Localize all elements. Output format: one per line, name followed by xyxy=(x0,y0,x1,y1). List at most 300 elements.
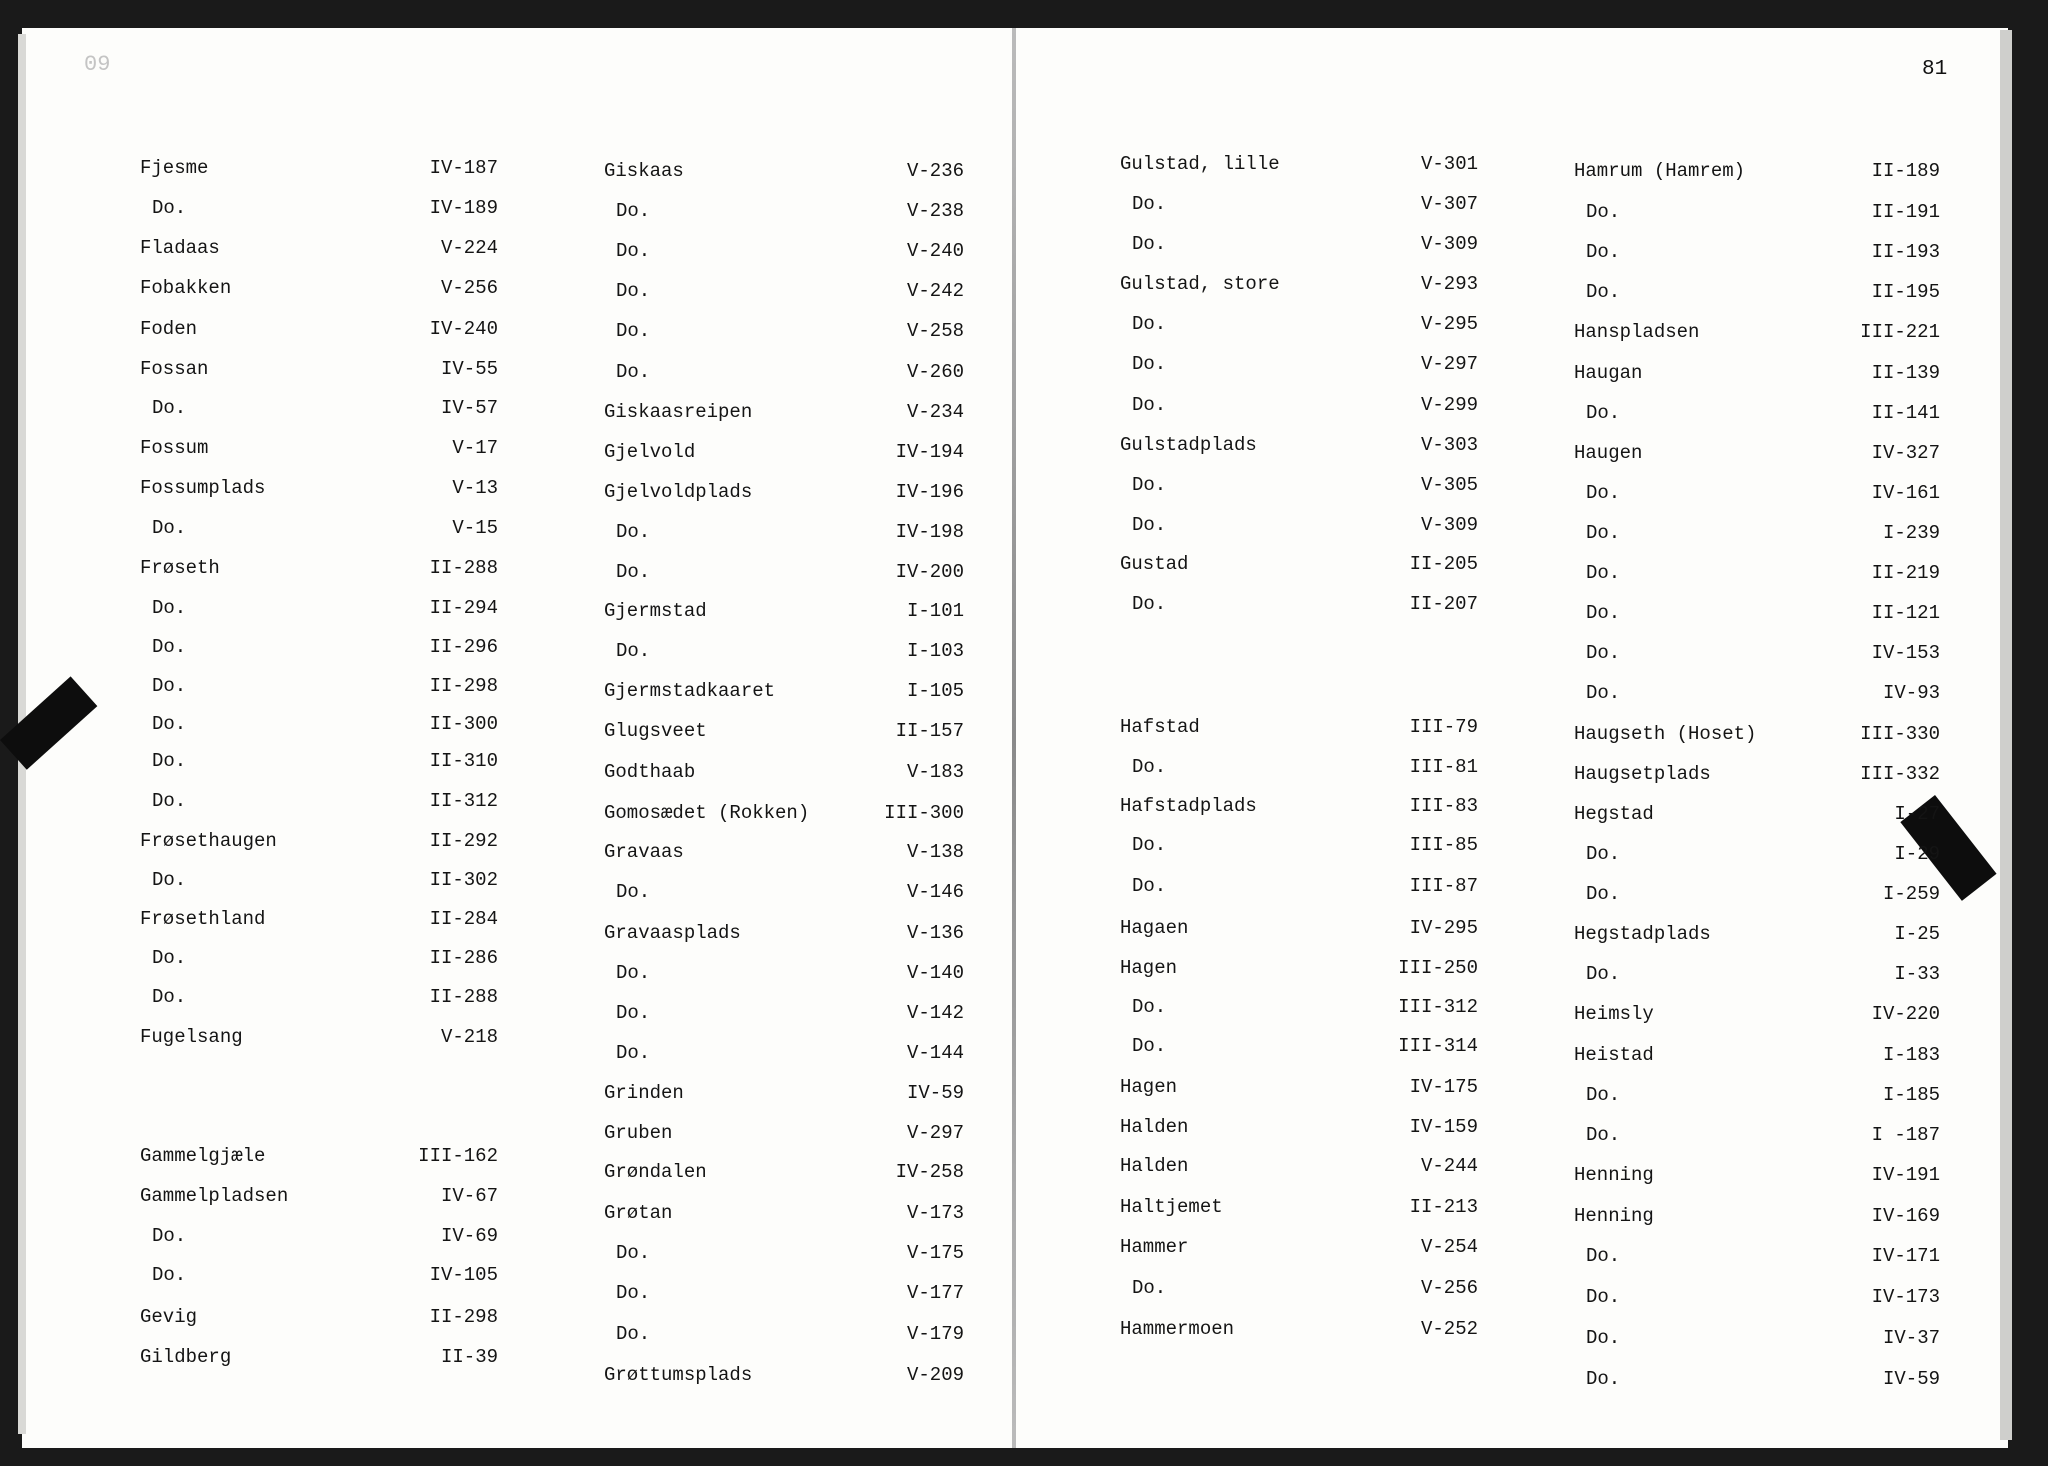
volume-page-ref: II-121 xyxy=(1871,602,1940,624)
farm-name: Gravaas xyxy=(604,841,684,863)
farm-name: Gruben xyxy=(604,1122,673,1144)
farm-name: Do. xyxy=(1586,602,1621,624)
index-entry xyxy=(604,1364,964,1388)
farm-name: Hammer xyxy=(1120,1236,1189,1258)
volume-page-ref: IV-153 xyxy=(1871,642,1940,664)
volume-page-ref: IV-57 xyxy=(440,397,498,419)
farm-name: Heistad xyxy=(1574,1044,1654,1066)
index-entry xyxy=(1120,875,1478,899)
volume-page-ref: III-221 xyxy=(1860,321,1940,343)
index-entry xyxy=(1120,1318,1478,1342)
volume-page-ref: V-175 xyxy=(906,1242,964,1264)
volume-page-ref: V-173 xyxy=(906,1202,964,1224)
index-entry xyxy=(1574,682,1940,706)
index-entry xyxy=(140,908,498,932)
volume-page-ref: II-193 xyxy=(1871,241,1940,263)
index-entry xyxy=(1574,1044,1940,1068)
farm-name: Do. xyxy=(1132,1277,1167,1299)
book-gutter xyxy=(1012,28,1016,1448)
index-entry xyxy=(1574,160,1940,184)
index-entry xyxy=(1120,1116,1478,1140)
index-entry xyxy=(1120,996,1478,1020)
volume-page-ref: III-81 xyxy=(1409,756,1478,778)
index-entry xyxy=(1120,593,1478,617)
volume-page-ref: V-138 xyxy=(906,841,964,863)
volume-page-ref: IV-59 xyxy=(906,1082,964,1104)
farm-name: Halden xyxy=(1120,1116,1189,1138)
index-entry xyxy=(604,280,964,304)
index-entry xyxy=(140,830,498,854)
index-entry xyxy=(140,597,498,621)
volume-page-ref: II-219 xyxy=(1871,562,1940,584)
farm-name: Hagaen xyxy=(1120,917,1189,939)
farm-name: Do. xyxy=(1132,233,1167,255)
volume-page-ref: III-79 xyxy=(1409,716,1478,738)
volume-page-ref: III-300 xyxy=(884,802,964,824)
index-entry xyxy=(140,358,498,382)
volume-page-ref: V-256 xyxy=(1420,1277,1478,1299)
farm-name: Halden xyxy=(1120,1155,1189,1177)
farm-name: Do. xyxy=(1586,883,1621,905)
volume-page-ref: II-286 xyxy=(429,947,498,969)
index-entry xyxy=(1574,1084,1940,1108)
farm-name: Hafstadplads xyxy=(1120,795,1257,817)
farm-name: Do. xyxy=(1586,642,1621,664)
farm-name: Do. xyxy=(1132,756,1167,778)
volume-page-ref: IV-187 xyxy=(429,157,498,179)
index-entry xyxy=(1120,474,1478,498)
index-entry xyxy=(604,680,964,704)
volume-page-ref: I-259 xyxy=(1882,883,1940,905)
volume-page-ref: V-142 xyxy=(906,1002,964,1024)
volume-page-ref: I-25 xyxy=(1894,923,1940,945)
index-entry xyxy=(604,802,964,826)
index-entry xyxy=(1120,795,1478,819)
index-entry xyxy=(140,1225,498,1249)
index-entry xyxy=(140,750,498,774)
volume-page-ref: V-13 xyxy=(452,477,498,499)
volume-page-ref: II-205 xyxy=(1409,553,1478,575)
index-entry xyxy=(1574,1003,1940,1027)
right-page-edge xyxy=(2000,30,2012,1440)
farm-name: Do. xyxy=(616,962,651,984)
index-entry xyxy=(1574,602,1940,626)
index-entry xyxy=(604,1042,964,1066)
index-entry xyxy=(140,1346,498,1370)
index-entry xyxy=(604,561,964,585)
index-entry xyxy=(604,761,964,785)
farm-name: Do. xyxy=(152,1225,187,1247)
farm-name: Do. xyxy=(616,640,651,662)
farm-name: Do. xyxy=(616,881,651,903)
farm-name: Gammelpladsen xyxy=(140,1185,289,1207)
volume-page-ref: IV-69 xyxy=(440,1225,498,1247)
index-entry xyxy=(140,318,498,342)
farm-name: Do. xyxy=(152,713,187,735)
index-entry xyxy=(1574,723,1940,747)
index-entry xyxy=(140,277,498,301)
volume-page-ref: V-234 xyxy=(906,401,964,423)
volume-page-ref: II-213 xyxy=(1409,1196,1478,1218)
volume-page-ref: II-288 xyxy=(429,557,498,579)
index-entry xyxy=(604,841,964,865)
volume-page-ref: I-27 xyxy=(1894,803,1940,825)
farm-name: Do. xyxy=(152,1264,187,1286)
index-entry xyxy=(1574,241,1940,265)
volume-page-ref: II-302 xyxy=(429,869,498,891)
volume-page-ref: II-296 xyxy=(429,636,498,658)
volume-page-ref: IV-159 xyxy=(1409,1116,1478,1138)
farm-name: Grinden xyxy=(604,1082,684,1104)
index-entry xyxy=(1574,763,1940,787)
index-entry xyxy=(1574,442,1940,466)
volume-page-ref: V-218 xyxy=(440,1026,498,1048)
index-entry xyxy=(1574,923,1940,947)
index-entry xyxy=(1574,803,1940,827)
farm-name: Do. xyxy=(1586,963,1621,985)
index-entry xyxy=(140,197,498,221)
index-entry xyxy=(1574,963,1940,987)
farm-name: Henning xyxy=(1574,1164,1654,1186)
farm-name: Haugsetplads xyxy=(1574,763,1711,785)
farm-name: Do. xyxy=(616,1042,651,1064)
farm-name: Do. xyxy=(1586,1327,1621,1349)
volume-page-ref: I-185 xyxy=(1882,1084,1940,1106)
volume-page-ref: V-17 xyxy=(452,437,498,459)
index-entry xyxy=(1120,716,1478,740)
volume-page-ref: V-252 xyxy=(1420,1318,1478,1340)
index-entry xyxy=(604,1082,964,1106)
farm-name: Do. xyxy=(616,521,651,543)
volume-page-ref: IV-240 xyxy=(429,318,498,340)
volume-page-ref: IV-37 xyxy=(1882,1327,1940,1349)
volume-page-ref: V-136 xyxy=(906,922,964,944)
farm-name: Do. xyxy=(616,200,651,222)
index-entry xyxy=(1574,1164,1940,1188)
index-entry xyxy=(604,521,964,545)
farm-name: Fossumplads xyxy=(140,477,266,499)
volume-page-ref: V-297 xyxy=(1420,353,1478,375)
index-entry xyxy=(1120,917,1478,941)
index-entry xyxy=(604,881,964,905)
volume-page-ref: I-103 xyxy=(906,640,964,662)
volume-page-ref: II-191 xyxy=(1871,201,1940,223)
volume-page-ref: IV-173 xyxy=(1871,1286,1940,1308)
index-entry xyxy=(1574,1286,1940,1310)
farm-name: Glugsveet xyxy=(604,720,707,742)
farm-name: Gjelvold xyxy=(604,441,696,463)
index-entry xyxy=(604,1202,964,1226)
index-entry xyxy=(604,600,964,624)
index-entry xyxy=(140,1026,498,1050)
farm-name: Do. xyxy=(152,986,187,1008)
volume-page-ref: V-293 xyxy=(1420,273,1478,295)
volume-page-ref: V-15 xyxy=(452,517,498,539)
volume-page-ref: III-250 xyxy=(1398,957,1478,979)
volume-page-ref: IV-55 xyxy=(440,358,498,380)
index-entry xyxy=(604,1242,964,1266)
volume-page-ref: V-260 xyxy=(906,361,964,383)
index-entry xyxy=(1120,353,1478,377)
volume-page-ref: V-238 xyxy=(906,200,964,222)
farm-name: Do. xyxy=(1132,313,1167,335)
index-entry xyxy=(604,361,964,385)
farm-name: Do. xyxy=(1586,241,1621,263)
index-entry xyxy=(1120,1035,1478,1059)
index-entry xyxy=(604,481,964,505)
farm-name: Do. xyxy=(152,517,187,539)
volume-page-ref: II-300 xyxy=(429,713,498,735)
index-entry xyxy=(1120,553,1478,577)
farm-name: Gjermstadkaaret xyxy=(604,680,776,702)
index-entry xyxy=(140,157,498,181)
index-entry xyxy=(1574,402,1940,426)
farm-name: Do. xyxy=(1132,394,1167,416)
index-entry xyxy=(1120,1076,1478,1100)
farm-name: Do. xyxy=(1132,1035,1167,1057)
index-entry xyxy=(1120,756,1478,780)
farm-name: Gomosædet (Rokken) xyxy=(604,802,810,824)
volume-page-ref: II-141 xyxy=(1871,402,1940,424)
farm-name: Gulstadplads xyxy=(1120,434,1257,456)
volume-page-ref: II-39 xyxy=(440,1346,498,1368)
volume-page-ref: V-177 xyxy=(906,1282,964,1304)
farm-name: Do. xyxy=(152,790,187,812)
farm-name: Hamrum (Hamrem) xyxy=(1574,160,1746,182)
volume-page-ref: V-146 xyxy=(906,881,964,903)
farm-name: Do. xyxy=(1586,682,1621,704)
farm-name: Do. xyxy=(1586,1124,1621,1146)
index-entry xyxy=(140,675,498,699)
index-entry xyxy=(604,1161,964,1185)
volume-page-ref: II-189 xyxy=(1871,160,1940,182)
index-entry xyxy=(1574,482,1940,506)
index-entry xyxy=(604,962,964,986)
farm-name: Giskaas xyxy=(604,160,684,182)
volume-page-ref: III-85 xyxy=(1409,834,1478,856)
volume-page-ref: I -187 xyxy=(1871,1124,1940,1146)
volume-page-ref: IV-171 xyxy=(1871,1245,1940,1267)
farm-name: Fobakken xyxy=(140,277,232,299)
volume-page-ref: V-299 xyxy=(1420,394,1478,416)
volume-page-ref: II-284 xyxy=(429,908,498,930)
farm-name: Do. xyxy=(1586,281,1621,303)
volume-page-ref: II-298 xyxy=(429,1306,498,1328)
index-entry xyxy=(140,790,498,814)
farm-name: Gevig xyxy=(140,1306,198,1328)
farm-name: Haugen xyxy=(1574,442,1643,464)
farm-name: Grøndalen xyxy=(604,1161,707,1183)
index-entry xyxy=(1574,1327,1940,1351)
volume-page-ref: V-224 xyxy=(440,237,498,259)
volume-page-ref: V-244 xyxy=(1420,1155,1478,1177)
volume-page-ref: V-179 xyxy=(906,1323,964,1345)
volume-page-ref: IV-200 xyxy=(895,561,964,583)
farm-name: Grøtan xyxy=(604,1202,673,1224)
index-entry xyxy=(140,1306,498,1330)
page-number: 81 xyxy=(1922,58,1948,81)
index-entry xyxy=(604,1282,964,1306)
volume-page-ref: II-294 xyxy=(429,597,498,619)
index-entry xyxy=(140,1185,498,1209)
index-entry xyxy=(1120,233,1478,257)
farm-name: Do. xyxy=(616,320,651,342)
index-entry xyxy=(140,1145,498,1169)
index-entry xyxy=(1120,313,1478,337)
index-entry xyxy=(1574,522,1940,546)
index-entry xyxy=(1120,514,1478,538)
farm-name: Giskaasreipen xyxy=(604,401,753,423)
farm-name: Do. xyxy=(616,240,651,262)
farm-name: Do. xyxy=(1586,562,1621,584)
index-entry xyxy=(604,1323,964,1347)
farm-name: Fladaas xyxy=(140,237,220,259)
index-entry xyxy=(604,922,964,946)
farm-name: Fjesme xyxy=(140,157,209,179)
farm-name: Do. xyxy=(1132,514,1167,536)
farm-name: Do. xyxy=(152,397,187,419)
farm-name: Hegstad xyxy=(1574,803,1654,825)
volume-page-ref: IV-169 xyxy=(1871,1205,1940,1227)
volume-page-ref: IV-327 xyxy=(1871,442,1940,464)
index-entry xyxy=(1120,1155,1478,1179)
farm-name: Godthaab xyxy=(604,761,696,783)
volume-page-ref: II-310 xyxy=(429,750,498,772)
farm-name: Gustad xyxy=(1120,553,1189,575)
volume-page-ref: IV-105 xyxy=(429,1264,498,1286)
volume-page-ref: IV-258 xyxy=(895,1161,964,1183)
volume-page-ref: V-258 xyxy=(906,320,964,342)
volume-page-ref: V-297 xyxy=(906,1122,964,1144)
volume-page-ref: IV-189 xyxy=(429,197,498,219)
farm-name: Hagen xyxy=(1120,957,1178,979)
volume-page-ref: IV-175 xyxy=(1409,1076,1478,1098)
volume-page-ref: IV-198 xyxy=(895,521,964,543)
farm-name: Hagen xyxy=(1120,1076,1178,1098)
index-entry xyxy=(604,640,964,664)
farm-name: Henning xyxy=(1574,1205,1654,1227)
volume-page-ref: IV-67 xyxy=(440,1185,498,1207)
index-entry xyxy=(1120,834,1478,858)
farm-name: Fossan xyxy=(140,358,209,380)
farm-name: Hafstad xyxy=(1120,716,1200,738)
farm-name: Gjelvoldplads xyxy=(604,481,753,503)
volume-page-ref: II-298 xyxy=(429,675,498,697)
volume-page-ref: V-236 xyxy=(906,160,964,182)
index-entry xyxy=(1120,153,1478,177)
volume-page-ref: V-240 xyxy=(906,240,964,262)
farm-name: Gammelgjæle xyxy=(140,1145,266,1167)
index-entry xyxy=(140,947,498,971)
index-entry xyxy=(140,437,498,461)
index-entry xyxy=(604,240,964,264)
index-entry xyxy=(140,397,498,421)
volume-page-ref: IV-59 xyxy=(1882,1368,1940,1390)
farm-name: Do. xyxy=(1586,1245,1621,1267)
farm-name: Do. xyxy=(152,869,187,891)
farm-name: Haugseth (Hoset) xyxy=(1574,723,1757,745)
farm-name: Do. xyxy=(1586,843,1621,865)
volume-page-ref: II-195 xyxy=(1871,281,1940,303)
farm-name: Gildberg xyxy=(140,1346,232,1368)
volume-page-ref: V-295 xyxy=(1420,313,1478,335)
farm-name: Do. xyxy=(616,361,651,383)
farm-name: Frøseth xyxy=(140,557,220,579)
volume-page-ref: II-312 xyxy=(429,790,498,812)
farm-name: Hegstadplads xyxy=(1574,923,1711,945)
farm-name: Gjermstad xyxy=(604,600,707,622)
index-entry xyxy=(604,200,964,224)
index-entry xyxy=(1574,362,1940,386)
farm-name: Do. xyxy=(616,280,651,302)
volume-page-ref: V-309 xyxy=(1420,233,1478,255)
index-entry xyxy=(1574,1124,1940,1148)
index-entry xyxy=(1574,843,1940,867)
index-entry xyxy=(1120,273,1478,297)
index-entry xyxy=(604,320,964,344)
farm-name: Do. xyxy=(152,636,187,658)
index-entry xyxy=(604,1002,964,1026)
farm-name: Hammermoen xyxy=(1120,1318,1235,1340)
farm-name: Foden xyxy=(140,318,198,340)
index-entry xyxy=(1120,434,1478,458)
volume-page-ref: IV-194 xyxy=(895,441,964,463)
index-entry xyxy=(140,869,498,893)
farm-name: Do. xyxy=(1586,522,1621,544)
index-entry xyxy=(1120,1236,1478,1260)
farm-name: Do. xyxy=(616,1242,651,1264)
volume-page-ref: IV-295 xyxy=(1409,917,1478,939)
volume-page-ref: V-307 xyxy=(1420,193,1478,215)
farm-name: Do. xyxy=(1132,875,1167,897)
farm-name: Do. xyxy=(616,561,651,583)
farm-name: Gravaasplads xyxy=(604,922,741,944)
index-entry xyxy=(1574,281,1940,305)
index-entry xyxy=(604,401,964,425)
volume-page-ref: IV-161 xyxy=(1871,482,1940,504)
farm-name: Do. xyxy=(1586,1368,1621,1390)
volume-page-ref: III-312 xyxy=(1398,996,1478,1018)
volume-page-ref: I-33 xyxy=(1894,963,1940,985)
index-entry xyxy=(1120,1277,1478,1301)
volume-page-ref: V-144 xyxy=(906,1042,964,1064)
index-entry xyxy=(1574,562,1940,586)
farm-name: Fugelsang xyxy=(140,1026,243,1048)
index-entry xyxy=(140,477,498,501)
volume-page-ref: II-207 xyxy=(1409,593,1478,615)
volume-page-ref: I-29 xyxy=(1894,843,1940,865)
farm-name: Do. xyxy=(152,947,187,969)
index-entry xyxy=(1120,1196,1478,1220)
volume-page-ref: III-332 xyxy=(1860,763,1940,785)
volume-page-ref: V-305 xyxy=(1420,474,1478,496)
index-entry xyxy=(140,713,498,737)
index-entry xyxy=(1120,957,1478,981)
farm-name: Do. xyxy=(1132,834,1167,856)
farm-name: Frøsethaugen xyxy=(140,830,277,852)
index-entry xyxy=(140,986,498,1010)
farm-name: Do. xyxy=(152,197,187,219)
volume-page-ref: II-292 xyxy=(429,830,498,852)
farm-name: Gulstad, lille xyxy=(1120,153,1280,175)
volume-page-ref: III-83 xyxy=(1409,795,1478,817)
volume-page-ref: IV-191 xyxy=(1871,1164,1940,1186)
farm-name: Do. xyxy=(1586,1286,1621,1308)
volume-page-ref: V-183 xyxy=(906,761,964,783)
farm-name: Do. xyxy=(1132,474,1167,496)
index-entry xyxy=(604,720,964,744)
volume-page-ref: III-87 xyxy=(1409,875,1478,897)
